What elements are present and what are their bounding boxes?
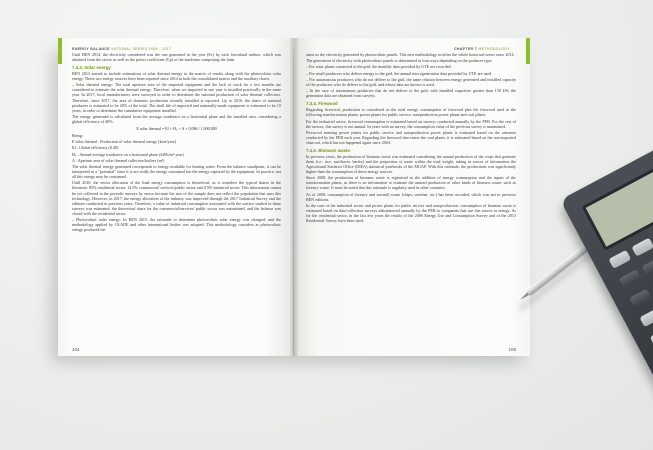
being-label: Being:: [72, 132, 83, 138]
section-title-firewood: 7.4.4. Firewood: [306, 101, 338, 107]
definition-4: A : Aperture area of solar thermal collectors/boilers (m²): [72, 157, 165, 163]
definition-2: Ef : Global efficiency (0.40): [72, 145, 119, 151]
right-header-rest: METHODOLOGY: [478, 47, 510, 51]
left-page-accent-bar: [58, 38, 62, 64]
firewood-paragraph-1: Regarding firewood, production is considered as the total energy consumption of firewood plus the firewood used in the following transformation plants: power plants for public service, autoproduction power plants and coal plants.: [306, 107, 516, 118]
bullet-4: – In the case of autonomous producers that do not deliver to the grid, with installed capacities greater than 150 kW, the generation data are obtained from surveys.: [306, 88, 516, 99]
definition-1: E solar thermal : Production of solar thermal energy (ktoe/year): [72, 139, 177, 145]
calculator-key: [619, 269, 642, 288]
calculator-key: [608, 250, 631, 269]
bullet-2: – For small producers who deliver energy to the grid, the annual microgeneration data provided by UTE are used.: [306, 70, 493, 76]
left-paragraph-2: – Solar thermal energy: The total aperture area of the imported equipment and the lack of stock for a few months are considered to estimate the solar thermal energy. Therefore, when we imported in one year is installed practically in the same year. In 2017, local manufacturers were surveyed in order to determine the national production of solar thermal collectors. Therefore, since 2017, the area of domestic production actually installed is reported. Up to 2016, the share of national producers is estimated to be 20% of the total. The shelf life of imported and nationally-made equipment is estimated to be 15 years, in order to determine the cumulative equipment installed.: [72, 82, 281, 113]
calculator-key: [642, 257, 653, 276]
bullet-3: – For autonomous producers who do not deliver to the grid, the same relation between energy generated and installed capacity of the producers who do deliver to the grid, and whose data are known is used.: [306, 76, 516, 87]
right-page-number: 105: [508, 347, 516, 352]
book-gutter: [290, 38, 298, 356]
left-page-number: 104: [72, 347, 80, 352]
right-paragraph-2: The generation of electricity with photovoltaic panels is determined in four ways depending on the producer type:: [306, 58, 493, 64]
left-page: [58, 38, 293, 356]
firewood-paragraph-2: For the industrial sector, firewood consumption is estimated based on surveys conducted annually by the PEB. For the rest of the sectors, this survey is not annual. In years with no survey, the consumption value of the previous survey is maintained.: [306, 118, 516, 129]
left-header-prefix: ENERGY BALANCE: [72, 47, 112, 51]
biomass-paragraph-1: In previous years, the production of biomass waste was estimated considering the annual production of the crops that generate them (i.e.: rice, sunflower, barley) and the proportion of waste within the total weight, taking as source of information the Agricultural Statistics Office (DIEA) statistical yearbooks of the MGAP. With this rationale, the productions was significantly higher than the consumption of these energy sources.: [306, 154, 516, 175]
biomass-paragraph-2: Since 2008, the production of biomass waste is registered as the addition of energy consumption and the inputs of the transformation plants, as there is no information to estimate the unused production of other kinds of biomass waste, such as forestry waste. It must be noted that this rationale is regularly used in other countries.: [306, 175, 516, 191]
left-paragraph-6: – Photovoltaic solar energy: In BEN 2015, the rationale to determine photovoltaic solar energy was changed, and the methodology applied by OLADE and other international bodies was adopted. This methodology considers as photovoltaic energy produced the: [72, 216, 281, 233]
right-paragraph-1: same as the electricity generated by photovoltaic panels. This new methodology rectifies the whole historical series since 2014.: [306, 52, 515, 57]
solar-thermal-formula: E solar thermal = Ef × Hₛ × A × 0,086 / 1,000,000: [136, 125, 217, 131]
bullet-1: – For solar plants connected to the grid, the monthly data provided by UTE are recorded.: [306, 64, 452, 70]
right-page: [294, 38, 530, 356]
calculator-key: [639, 308, 653, 327]
calculator-key: [631, 238, 653, 257]
left-header-rest: NATIONAL SERIES 1989 - 2017: [111, 47, 172, 51]
definition-3: Hₛ : Annual average irradiance on a horizontal plane (kWh/m²·year): [72, 151, 184, 157]
left-paragraph-1: BEN 2013 started to include estimations of solar thermal energy in the matrix of results along with the photovoltaic solar energy. These two energy sources have been reported since 2014 in both the consolidated matrix and the auxiliary charts.: [72, 71, 281, 82]
section-title-solar: 7.4.2. Solar energy: [72, 65, 111, 71]
firewood-paragraph-3: Firewood entering power plants for public service and autoproduction power plants is estimated based on the censuses conducted by the PEB each year. Regarding the firewood that enters the coal plants, it is estimated based on the non-imported charcoal, which has not happened again since 2004.: [306, 129, 516, 145]
left-intro-paragraph: Until BEN 2014, the electricity considered was the one generated in the year (Ec) by each forestland turbine, which was obtained from the sector as well as the power coefficient (Cp) of the machines comprising the farm.: [72, 52, 281, 63]
left-paragraph-3: The energy generated is calculated from the average irradiance on a horizontal plane and the installed area, considering a global efficiency of 40%:: [72, 113, 281, 124]
calculator-key: [629, 289, 652, 308]
left-paragraph-4: The solar thermal energy generated corresponds to energy available for heating water. From the balance standpoint, it can be interpreted as a "potential" since it is not really the energy consumed but the energy captured by the equipment. In practice, not all this energy may be consumed.: [72, 164, 281, 180]
biomass-paragraph-3: As of 2008, consumption of forestry and sawmill waste (chips, sawdust, etc.) has been recorded, which was not in previous BEN editions.: [306, 191, 516, 202]
left-paragraph-5: Until 2016, the sector allocation of the final energy consumption is theoretical, as it considers the typical shares in the literature: 85% residential sector, 14.5% commercial/ services/public sector and 0.5% industrial sector. This information cannot be yet collected in the periodic surveys by sector because the size of the sample does not reflect the population that uses this technology. However, in 2017, the energy allocation of the industry was improved through the 2017 Industrial Survey and the editions conducted in previous years. Therefore, a value of industrial consumption associated with the surface studied in these surveys was estimated, the theoretical share for the commercial/services/ public sector was maintained, and the balance was closed with the residential sector.: [72, 180, 281, 216]
right-page-accent-bar: [526, 38, 530, 64]
biomass-paragraph-4: In the case of the industrial sector and power plants for public service and autoproduction, consumption of biomass waste is estimated based on data-collection surveys administered annually by the PEB to companies that use this source as energy. As for the residential sector, in the last few years the results of the 2006 Energy Use and Consumption Survey and of the 2013 Residential Survey have been used.: [306, 203, 516, 224]
right-header-prefix: CHAPTER 7: [453, 47, 479, 51]
section-title-biomass: 7.4.5. Biomass waste: [306, 148, 350, 154]
